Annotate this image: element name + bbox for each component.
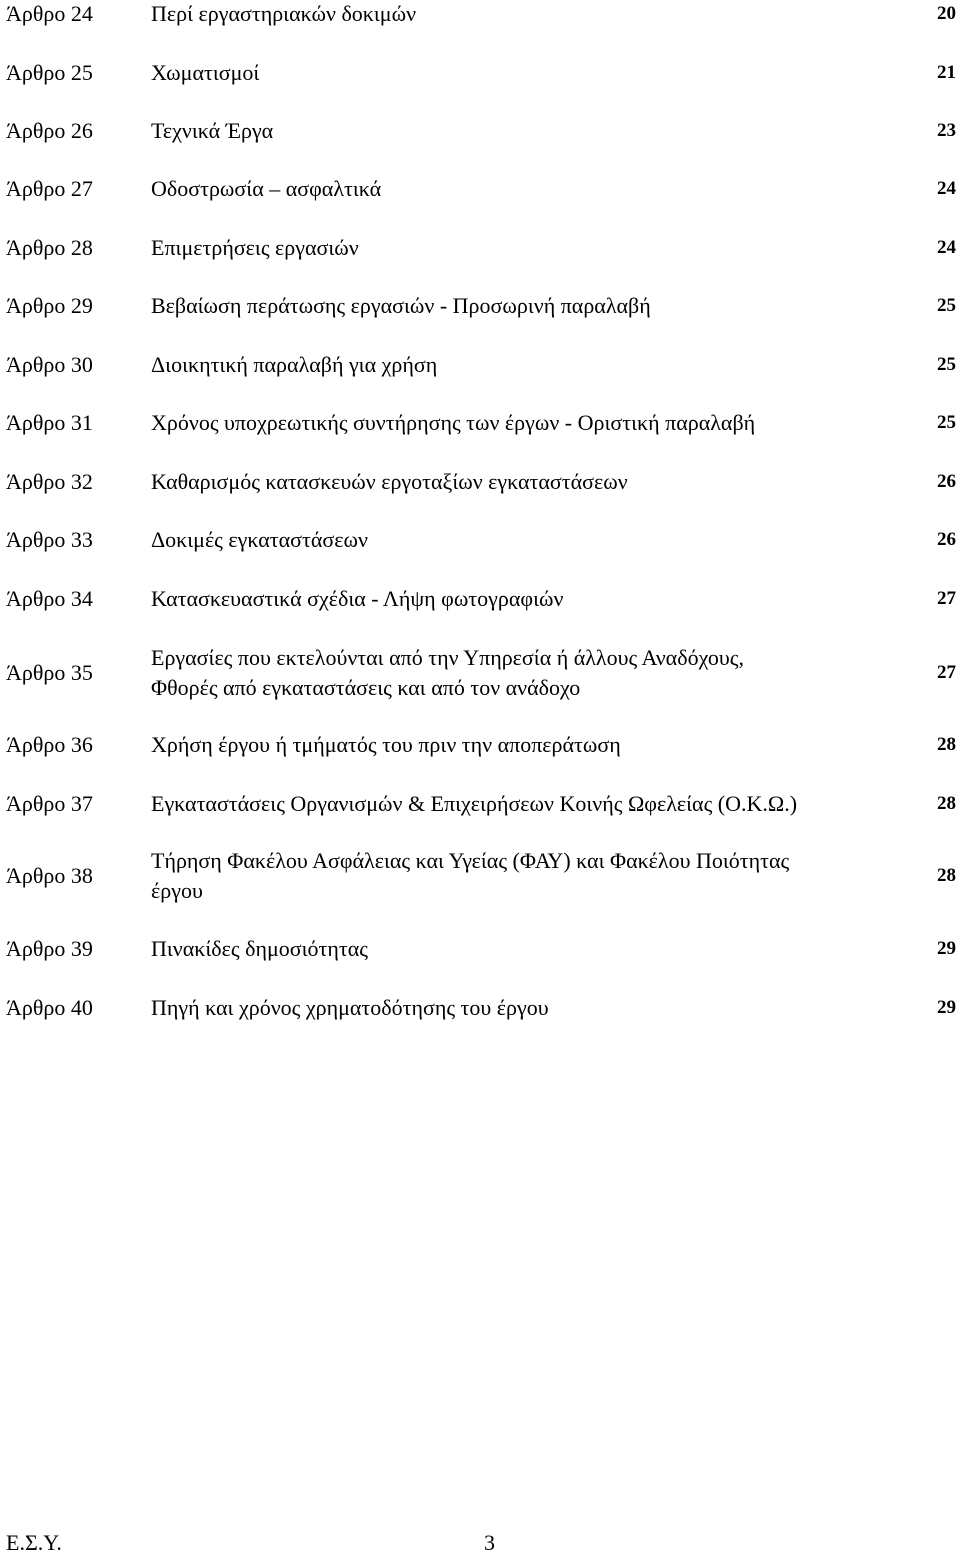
page-number: 29 xyxy=(937,997,956,1018)
toc-entry-29 xyxy=(0,286,960,326)
page-number: 29 xyxy=(937,938,956,959)
page-number: 25 xyxy=(937,412,956,433)
article-title: Τήρηση Φακέλου Ασφάλειας και Υγείας (ΦΑΥ) και Φακέλου Ποιότητας έργου xyxy=(151,848,790,903)
article-number: Άρθρο 39 xyxy=(6,936,93,961)
article-title: Οδοστρωσία – ασφαλτικά xyxy=(151,176,382,201)
article-title: Πηγή και χρόνος χρηματοδότησης του έργου xyxy=(151,995,549,1020)
article-number: Άρθρο 36 xyxy=(6,732,93,757)
article-title: Εγκαταστάσεις Οργανισμών & Επιχειρήσεων Κοινής Ωφελείας (Ο.Κ.Ω.) xyxy=(151,791,798,816)
article-title: Δοκιμές εγκαταστάσεων xyxy=(151,527,368,552)
page-number: 24 xyxy=(937,178,956,199)
toc-entry-38 xyxy=(0,844,960,908)
article-title: Καθαρισμός κατασκευών εργοταξίων εγκαταστάσεων xyxy=(151,469,628,494)
article-title: Εργασίες που εκτελούνται από την Υπηρεσία ή άλλους Αναδόχους, Φθορές από εγκαταστάσεις και από τον ανάδοχο xyxy=(151,645,744,700)
article-number: Άρθρο 33 xyxy=(6,527,93,552)
article-number: Άρθρο 27 xyxy=(6,176,93,201)
article-title: Περί εργαστηριακών δοκιμών xyxy=(151,1,417,26)
article-title: Πινακίδες δημοσιότητας xyxy=(151,936,368,961)
toc-entry-28 xyxy=(0,228,960,268)
page-number: 28 xyxy=(937,734,956,755)
article-title: Κατασκευαστικά σχέδια - Λήψη φωτογραφιών xyxy=(151,586,564,611)
page-number: 26 xyxy=(937,471,956,492)
article-number: Άρθρο 32 xyxy=(6,469,93,494)
toc-entry-33 xyxy=(0,520,960,560)
article-number: Άρθρο 26 xyxy=(6,118,93,143)
toc-entry-39 xyxy=(0,929,960,969)
toc-entry-37 xyxy=(0,784,960,824)
toc-entry-26 xyxy=(0,111,960,151)
page-number: 25 xyxy=(937,295,956,316)
page-number: 24 xyxy=(937,237,956,258)
article-number: Άρθρο 25 xyxy=(6,60,93,85)
article-title: Διοικητική παραλαβή για χρήση xyxy=(151,352,438,377)
article-number: Άρθρο 28 xyxy=(6,235,93,260)
toc-entry-36 xyxy=(0,725,960,765)
page-number: 21 xyxy=(937,62,956,83)
toc-entry-30 xyxy=(0,345,960,385)
page-number: 20 xyxy=(937,3,956,24)
article-number: Άρθρο 37 xyxy=(6,791,93,816)
article-number: Άρθρο 35 xyxy=(6,660,93,685)
page-number: 27 xyxy=(937,662,956,683)
page-number: 28 xyxy=(937,865,956,886)
page-number: 26 xyxy=(937,529,956,550)
footer-document-label: Ε.Σ.Υ. xyxy=(6,1530,62,1555)
article-title: Τεχνικά Έργα xyxy=(151,118,274,143)
toc-entry-40 xyxy=(0,988,960,1028)
article-number: Άρθρο 24 xyxy=(6,1,93,26)
article-number: Άρθρο 30 xyxy=(6,352,93,377)
toc-entry-35 xyxy=(0,641,960,705)
toc-entry-31 xyxy=(0,403,960,443)
toc-entry-25 xyxy=(0,53,960,93)
article-number: Άρθρο 31 xyxy=(6,410,93,435)
article-number: Άρθρο 40 xyxy=(6,995,93,1020)
article-number: Άρθρο 34 xyxy=(6,586,93,611)
article-title: Χρήση έργου ή τμήματός του πριν την αποπεράτωση xyxy=(151,732,621,757)
toc-entry-24 xyxy=(0,0,960,34)
toc-entry-27 xyxy=(0,169,960,209)
page-number: 23 xyxy=(937,120,956,141)
toc-entry-34 xyxy=(0,579,960,619)
toc-entry-32 xyxy=(0,462,960,502)
page-number: 25 xyxy=(937,354,956,375)
article-title: Βεβαίωση περάτωσης εργασιών - Προσωρινή παραλαβή xyxy=(151,293,651,318)
article-number: Άρθρο 29 xyxy=(6,293,93,318)
article-number: Άρθρο 38 xyxy=(6,863,93,888)
page-number: 27 xyxy=(937,588,956,609)
article-title: Χρόνος υποχρεωτικής συντήρησης των έργων - Οριστική παραλαβή xyxy=(151,410,756,435)
article-title: Χωματισμοί xyxy=(151,60,260,85)
page-number: 28 xyxy=(937,793,956,814)
footer-page-number: 3 xyxy=(484,1530,495,1555)
article-title: Επιμετρήσεις εργασιών xyxy=(151,235,359,260)
